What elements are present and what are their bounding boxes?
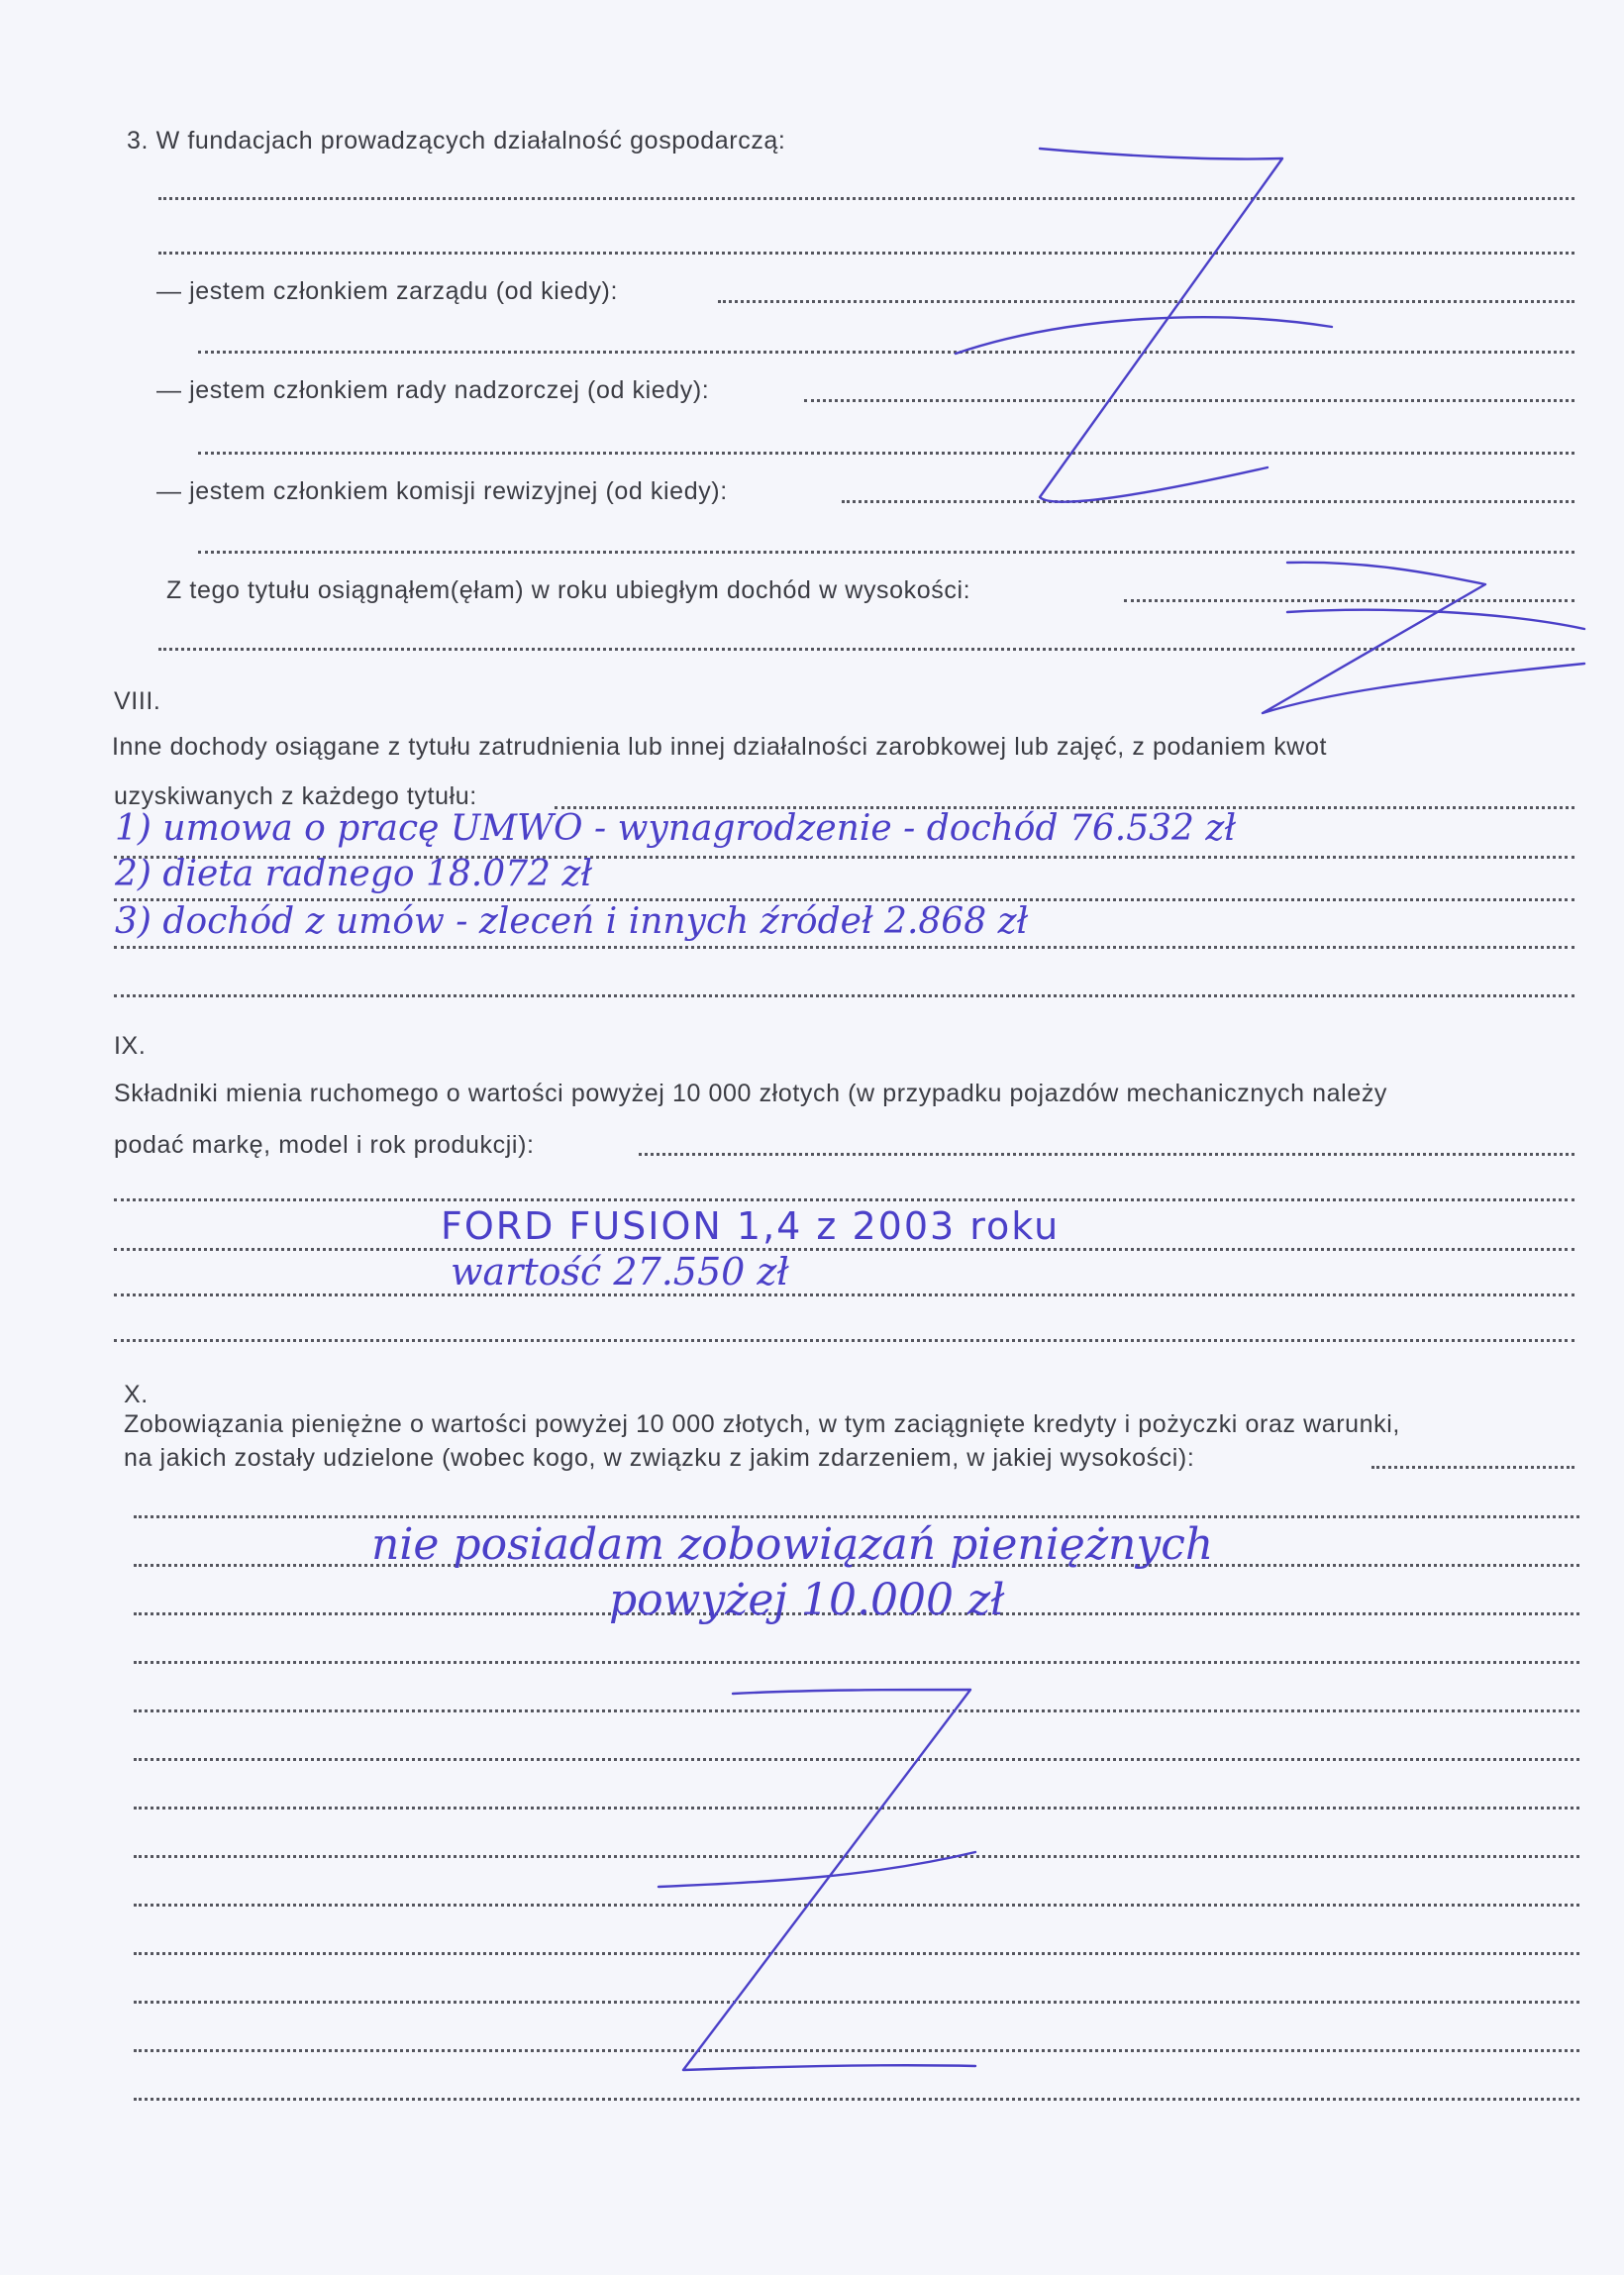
section-ix-heading: IX.	[114, 1032, 147, 1060]
section-viii-description: Inne dochody osiągane z tytułu zatrudnienia lub innej działalności zarobkowej lub zajęć, z podaniem kwot	[112, 733, 1327, 761]
answer-line	[134, 1807, 1579, 1810]
section-x-description-2: na jakich zostały udzielone (wobec kogo, w związku z jakim zdarzeniem, w jakiej wysokości):	[124, 1444, 1195, 1472]
handwritten-income-2: 2) dieta radnego 18.072 zł	[115, 854, 593, 894]
answer-line	[134, 1709, 1579, 1712]
strike-mark-upper	[1040, 149, 1282, 502]
answer-line	[134, 1515, 1579, 1518]
answer-line	[718, 300, 1574, 303]
handwritten-vehicle-value: wartość 27.550 zł	[451, 1250, 789, 1293]
strike-mark-upper-swash	[956, 317, 1332, 354]
answer-line	[198, 351, 1574, 354]
section-ix-description: Składniki mienia ruchomego o wartości powyżej 10 000 złotych (w przypadku pojazdów mechanicznych należy	[114, 1080, 1388, 1107]
section-x-description: Zobowiązania pieniężne o wartości powyżej 10 000 złotych, w tym zaciągnięte kredyty i pożyczki oraz warunki,	[124, 1410, 1400, 1438]
strike-mark-lower	[659, 1690, 975, 2070]
answer-line	[134, 1758, 1579, 1761]
answer-line	[1124, 599, 1574, 602]
answer-line	[198, 452, 1574, 455]
handwritten-income-3: 3) dochód z umów - zleceń i innych źródeł 2.868 zł	[115, 901, 1029, 942]
answer-line	[114, 1198, 1574, 1201]
answer-line	[134, 2049, 1579, 2052]
answer-line	[158, 197, 1574, 200]
answer-line	[1371, 1466, 1574, 1469]
handwritten-no-liabilities-2: powyżej 10.000 zł	[609, 1575, 1005, 1625]
board-member-label: — jestem członkiem zarządu (od kiedy):	[156, 277, 619, 305]
handwritten-vehicle: FORD FUSION 1,4 z 2003 roku	[441, 1204, 1061, 1248]
answer-line	[134, 1661, 1579, 1664]
income-label: Z tego tytułu osiągnąłem(ęłam) w roku ubiegłym dochód w wysokości:	[166, 576, 971, 604]
answer-line	[114, 1293, 1574, 1296]
section-x-heading: X.	[124, 1381, 149, 1408]
answer-line	[114, 946, 1574, 949]
answer-line	[114, 1248, 1574, 1251]
answer-line	[134, 1855, 1579, 1858]
foundation-question: 3. W fundacjach prowadzących działalność gospodarczą:	[127, 127, 786, 155]
answer-line	[198, 551, 1574, 554]
section-viii-description-2: uzyskiwanych z każdego tytułu:	[114, 782, 477, 810]
section-viii-heading: VIII.	[114, 687, 161, 715]
answer-line	[134, 1952, 1579, 1955]
answer-line	[842, 500, 1574, 503]
answer-line	[114, 994, 1574, 997]
strike-mark-income	[1263, 563, 1584, 713]
answer-line	[158, 648, 1574, 651]
handwritten-income-1: 1) umowa o pracę UMWO - wynagrodzenie - dochód 76.532 zł	[115, 808, 1236, 849]
answer-line	[134, 1904, 1579, 1907]
answer-line	[158, 252, 1574, 255]
answer-line	[134, 2098, 1579, 2101]
answer-line	[639, 1153, 1574, 1156]
answer-line	[804, 399, 1574, 402]
supervisory-board-label: — jestem członkiem rady nadzorczej (od kiedy):	[156, 376, 710, 404]
handwritten-no-liabilities: nie posiadam zobowiązań pieniężnych	[371, 1519, 1214, 1570]
section-ix-description-2: podać markę, model i rok produkcji):	[114, 1131, 535, 1159]
audit-committee-label: — jestem członkiem komisji rewizyjnej (od kiedy):	[156, 477, 728, 505]
answer-line	[114, 1339, 1574, 1342]
answer-line	[134, 2001, 1579, 2004]
